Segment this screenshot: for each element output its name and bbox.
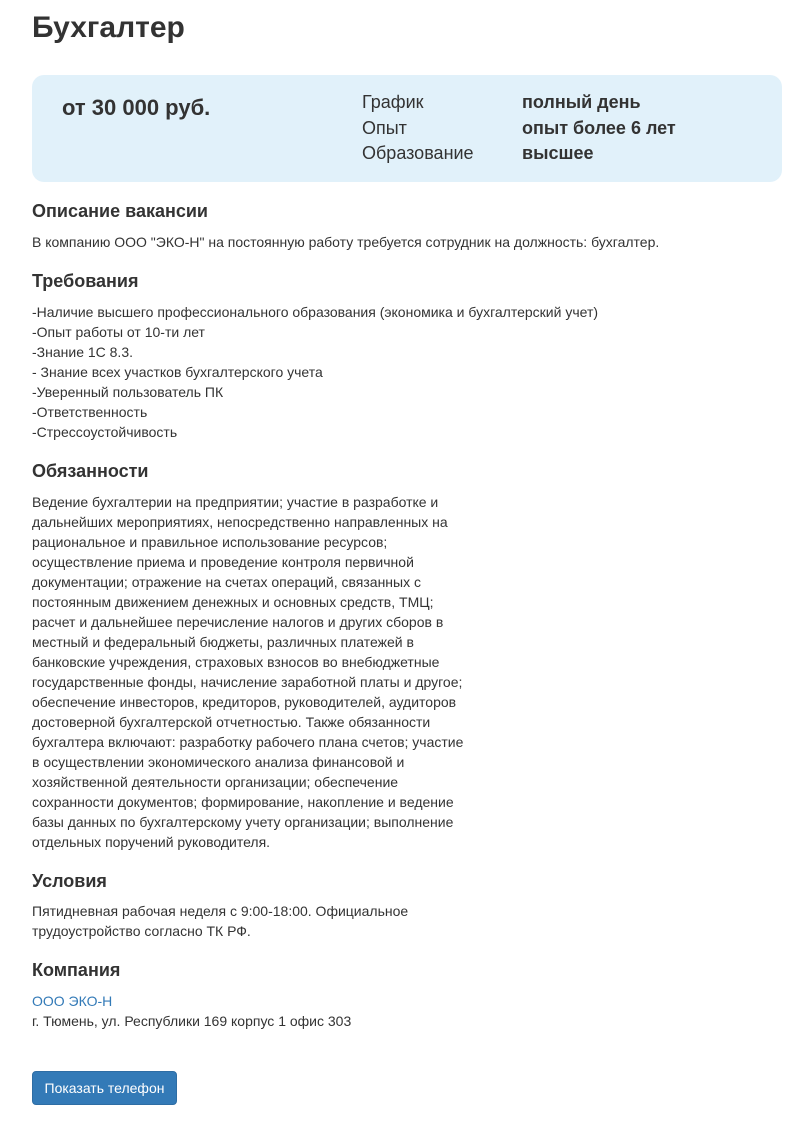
param-value: опыт более 6 лет (522, 117, 676, 138)
requirement-line: -Опыт работы от 10-ти лет (32, 324, 205, 340)
requirements-list (32, 302, 598, 442)
param-row-education (362, 142, 676, 168)
vacancy-params (362, 91, 676, 168)
company-address: г. Тюмень, ул. Республики 169 корпус 1 офис 303 (32, 1013, 352, 1029)
duty-line: местный и федеральный бюджеты, различных платежей в (32, 634, 414, 650)
description-heading: Описание вакансии (32, 201, 209, 221)
page-title: Бухгалтер (32, 11, 185, 44)
description-line: В компанию ООО "ЭКО-Н" на постоянную работу требуется сотрудник на должность: бухгалтер. (32, 234, 660, 250)
company-name-link[interactable]: ООО ЭКО-Н (32, 993, 113, 1009)
requirement-line: -Знание 1С 8.3. (32, 344, 134, 360)
param-label: Опыт (362, 117, 407, 138)
requirement-line: - Знание всех участков бухгалтерского учета (32, 364, 323, 380)
duty-line: хозяйственной деятельности организации; обеспечение (32, 774, 399, 790)
param-value: высшее (522, 143, 594, 163)
conditions-heading: Условия (32, 871, 107, 891)
duty-line: рациональное и правильное использование ресурсов; (32, 534, 388, 550)
vacancy-summary-panel (32, 75, 782, 182)
duties-text (32, 492, 463, 852)
duty-line: документации; отражение на счетах операций, связанных с (32, 574, 421, 590)
requirement-line: -Ответственность (32, 404, 148, 420)
condition-line: Пятидневная рабочая неделя с 9:00-18:00. Официальное (32, 903, 409, 919)
description-text (32, 232, 659, 252)
duty-line: в осуществлении экономического анализа финансовой и (32, 754, 405, 770)
requirement-line: -Уверенный пользователь ПК (32, 384, 224, 400)
param-row-experience (362, 117, 676, 143)
duty-line: осуществление приема и проведение контроля первичной (32, 554, 414, 570)
param-value: полный день (522, 92, 641, 112)
duty-line: отдельных поручений руководителя. (32, 834, 271, 850)
duties-heading: Обязанности (32, 461, 149, 481)
duty-line: дальнейших мероприятиях, непосредственно направленных на (32, 514, 448, 530)
duty-line: бухгалтера включают: разработку рабочего плана счетов; участие (32, 734, 464, 750)
requirement-line: -Стрессоустойчивость (32, 424, 178, 440)
requirement-line: -Наличие высшего профессионального образования (экономика и бухгалтерский учет) (32, 304, 599, 320)
duty-line: расчет и дальнейшее перечисление налогов и других сборов в (32, 614, 444, 630)
duty-line: базы данных по бухгалтерскому учету организации; выполнение (32, 814, 454, 830)
show-phone-button[interactable]: Показать телефон (32, 1071, 177, 1105)
requirements-heading: Требования (32, 271, 139, 291)
company-heading: Компания (32, 960, 121, 980)
conditions-text (32, 901, 408, 941)
duty-line: сохранности документов; формирование, накопление и ведение (32, 794, 454, 810)
duty-line: государственные фонды, начисление заработной платы и другое; (32, 674, 463, 690)
company-info (32, 991, 351, 1031)
duty-line: банковские учреждения, страховых взносов во внебюджетные (32, 654, 440, 670)
duty-line: достоверной бухгалтерской отчетностью. Также обязанности (32, 714, 431, 730)
duty-line: обеспечение инвесторов, кредиторов, руководителей, аудиторов (32, 694, 457, 710)
salary: от 30 000 руб. (62, 95, 211, 120)
param-label: Образование (362, 143, 474, 163)
duty-line: постоянным движением денежных и основных средств, ТМЦ; (32, 594, 434, 610)
param-label: График (362, 92, 424, 112)
param-row-schedule (362, 91, 676, 117)
duty-line: Ведение бухгалтерии на предприятии; участие в разработке и (32, 494, 439, 510)
condition-line: трудоустройство согласно ТК РФ. (32, 923, 251, 939)
